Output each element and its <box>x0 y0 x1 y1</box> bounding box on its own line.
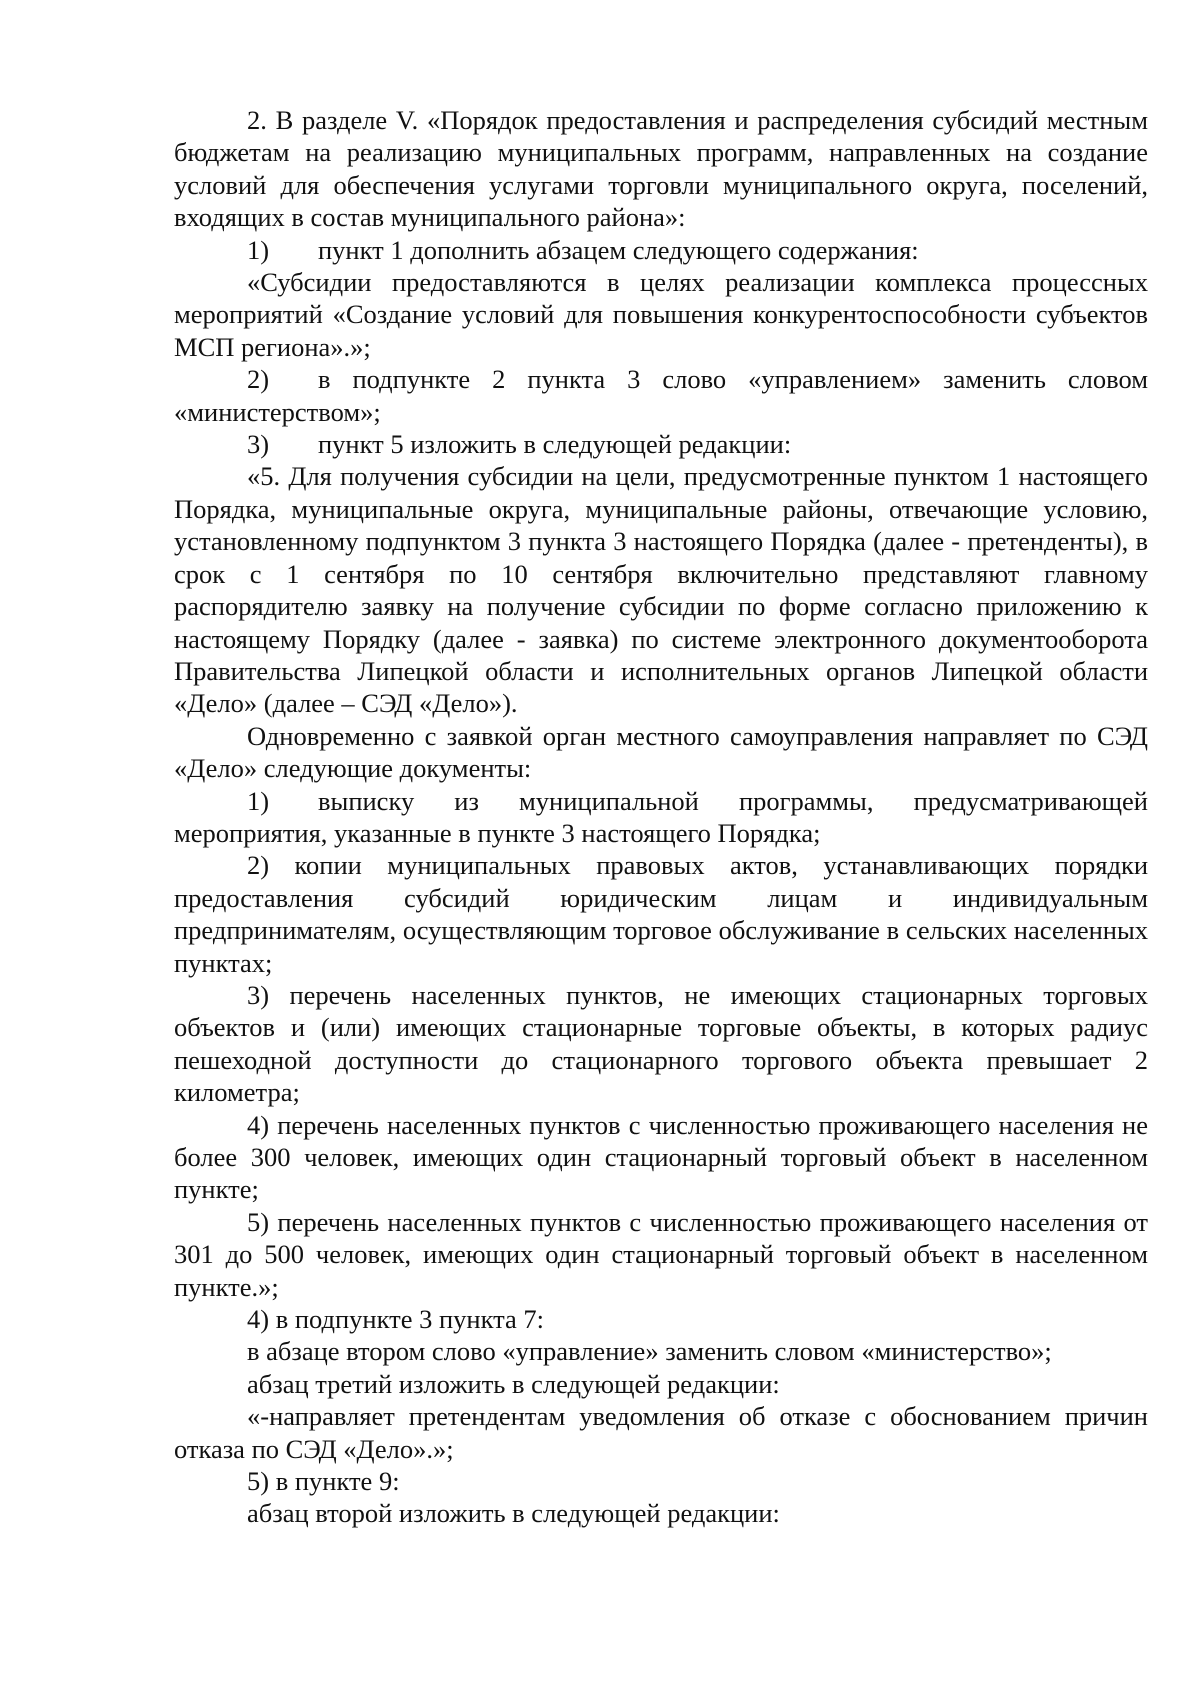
paragraph: в абзаце втором слово «управление» заменить словом «министерство»; <box>247 1336 1052 1367</box>
paragraph: 5) в пункте 9: <box>247 1466 400 1497</box>
paragraph: Одновременно с заявкой орган местного самоуправления направляет по СЭД «Дело» следующие документы: <box>174 720 1148 784</box>
paragraph: 2) копии муниципальных правовых актов, устанавливающих порядки предоставления субсидий юридическим лицам и индивидуальным предпринимателям, осуществляющим торговое обслуживание в сельских населенных пунктах; <box>174 850 1148 978</box>
paragraph: 4) перечень населенных пунктов с численностью проживающего населения не более 300 человек, имеющих один стационарный торговый объект в населенном пункте; <box>174 1109 1148 1205</box>
list-text: в подпункте 2 пункта 3 слово «управлением» заменить словом «министерством»; <box>174 364 1148 427</box>
list-item <box>174 428 1148 460</box>
list-number: 2) <box>247 364 270 395</box>
list-item <box>174 785 1148 850</box>
list-item <box>174 363 1148 428</box>
paragraph: абзац второй изложить в следующей редакции: <box>247 1498 780 1529</box>
paragraph: «5. Для получения субсидии на цели, предусмотренные пунктом 1 настоящего Порядка, муниципальные округа, муниципальные районы, отвечающие условию, установленному подпунктом 3 пункта 3 настоящего Порядка (далее - претенденты), в срок с 1 сентября по 10 сентября включительно представляют главному распорядителю заявку на получение субсидии по форме согласно приложению к настоящему Порядку (далее - заявка) по системе электронного документооборота Правительства Липецкой области и исполнительных органов Липецкой области «Дело» (далее – СЭД «Дело»). <box>174 461 1148 719</box>
list-text: выписку из муниципальной программы, предусматривающей мероприятия, указанные в пункте 3 настоящего Порядка; <box>174 785 1148 848</box>
list-number: 3) <box>247 429 270 460</box>
paragraph: 5) перечень населенных пунктов с численностью проживающего населения от 301 до 500 человек, имеющих один стационарный торговый объект в населенном пункте.»; <box>174 1206 1148 1302</box>
list-number: 1) <box>247 785 270 816</box>
document-page <box>174 104 1148 1530</box>
list-text: пункт 5 изложить в следующей редакции: <box>318 429 792 460</box>
paragraph: 4) в подпункте 3 пункта 7: <box>247 1304 545 1335</box>
paragraph: «Субсидии предоставляются в целях реализации комплекса процессных мероприятий «Создание условий для повышения конкурентоспособности субъектов МСП региона».»; <box>174 267 1148 362</box>
paragraph: абзац третий изложить в следующей редакции: <box>247 1368 780 1399</box>
paragraph: «-направляет претендентам уведомления об отказе с обоснованием причин отказа по СЭД «Дело».»; <box>174 1401 1148 1464</box>
paragraph: 2. В разделе V. «Порядок предоставления и распределения субсидий местным бюджетам на реализацию муниципальных программ, направленных на создание условий для обеспечения услугами торговли муниципального округа, поселений, входящих в состав муниципального района»: <box>174 105 1148 233</box>
list-number: 1) <box>247 234 270 265</box>
paragraph: 3) перечень населенных пунктов, не имеющих стационарных торговых объектов и (или) имеющих стационарные торговые объекты, в которых радиус пешеходной доступности до стационарного торгового объекта превышает 2 километра; <box>174 979 1148 1108</box>
list-text: пункт 1 дополнить абзацем следующего содержания: <box>318 234 919 265</box>
list-item <box>174 234 1148 266</box>
